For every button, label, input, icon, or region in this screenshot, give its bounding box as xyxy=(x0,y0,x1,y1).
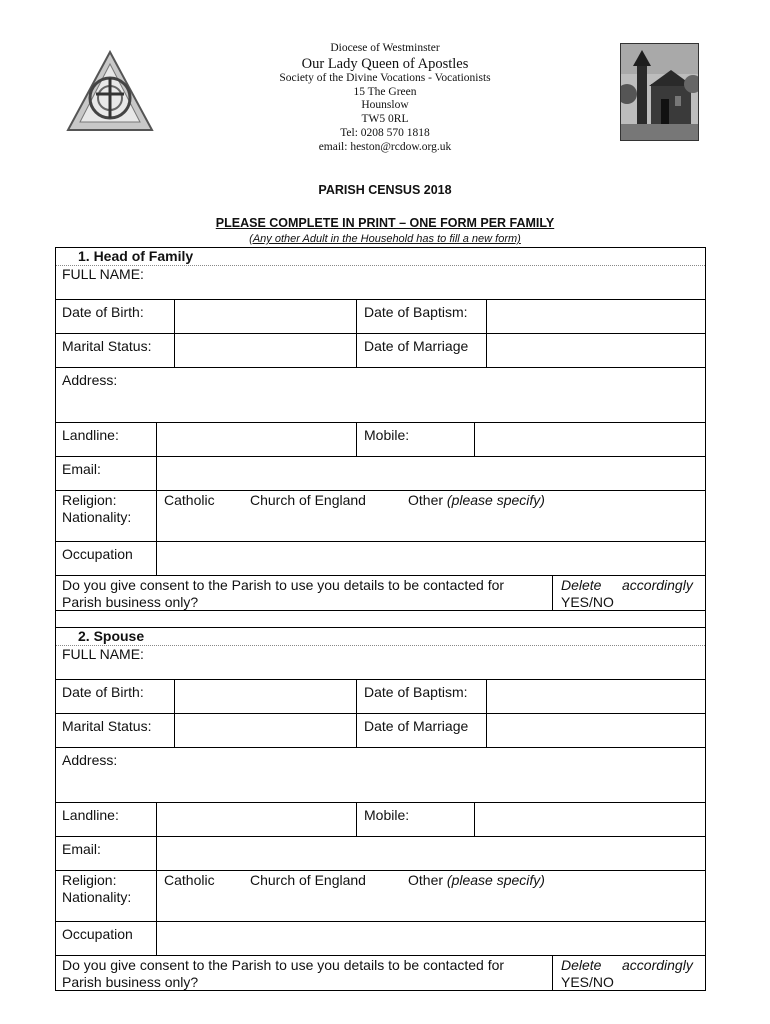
society-name: Society of the Divine Vocations - Vocationists xyxy=(279,71,491,84)
contact-email: email: heston@rcdow.org.uk xyxy=(318,140,452,153)
landline-label: Landline: xyxy=(62,427,119,443)
address-label: Address: xyxy=(62,372,118,388)
religion-label: Religion: xyxy=(62,872,117,888)
phone-row xyxy=(56,422,705,456)
accordingly-label: accordingly xyxy=(622,957,693,973)
marriage-date-field[interactable] xyxy=(487,334,705,367)
nationality-field[interactable] xyxy=(157,889,705,921)
occupation-label: Occupation xyxy=(62,926,133,942)
dob-field[interactable] xyxy=(175,300,356,333)
consent-row xyxy=(56,955,705,991)
consent-question-line2: Parish business only? xyxy=(62,594,199,610)
occupation-field[interactable] xyxy=(157,922,705,955)
landline-field[interactable] xyxy=(157,803,356,836)
address-label: Address: xyxy=(62,752,118,768)
address-postcode: TW5 0RL xyxy=(361,113,409,126)
marriage-date-label: Date of Marriage xyxy=(364,718,469,734)
marital-status-label: Marital Status: xyxy=(62,338,152,354)
accordingly-label: accordingly xyxy=(622,577,693,593)
mobile-label: Mobile: xyxy=(364,807,410,823)
occupation-field[interactable] xyxy=(157,542,705,575)
email-field[interactable] xyxy=(157,457,705,490)
consent-question-line1: Do you give consent to the Parish to use you details to be contacted for xyxy=(62,957,505,973)
phone-row xyxy=(56,802,705,836)
spouse-section xyxy=(55,627,706,991)
baptism-field[interactable] xyxy=(487,680,705,713)
address-town: Hounslow xyxy=(361,99,409,112)
nationality-field[interactable] xyxy=(157,509,705,541)
religion-row xyxy=(56,870,705,921)
nationality-label: Nationality: xyxy=(62,509,132,525)
occupation-row xyxy=(56,921,705,955)
consent-question-line2: Parish business only? xyxy=(62,974,199,990)
landline-field[interactable] xyxy=(157,423,356,456)
occupation-row xyxy=(56,541,705,575)
other-label: Other xyxy=(408,492,444,508)
consent-row xyxy=(56,575,705,611)
marital-status-field[interactable] xyxy=(175,334,356,367)
marriage-date-field[interactable] xyxy=(487,714,705,747)
consent-yes-no[interactable]: YES/NO xyxy=(561,974,614,990)
marital-row xyxy=(56,713,705,747)
dob-field[interactable] xyxy=(175,680,356,713)
diocese-name: Diocese of Westminster xyxy=(330,42,440,54)
marital-row xyxy=(56,333,705,367)
mobile-label: Mobile: xyxy=(364,427,410,443)
mobile-field[interactable] xyxy=(475,423,705,456)
section-heading-row xyxy=(56,628,705,645)
please-specify-label: (please specify) xyxy=(446,872,545,888)
address-field[interactable] xyxy=(136,748,705,802)
please-specify-label: (please specify) xyxy=(446,492,545,508)
full-name-row xyxy=(56,645,705,679)
marital-status-field[interactable] xyxy=(175,714,356,747)
section-heading-row xyxy=(56,248,705,265)
religion-label: Religion: xyxy=(62,492,117,508)
birth-row xyxy=(56,679,705,713)
consent-question-line1: Do you give consent to the Parish to use you details to be contacted for xyxy=(62,577,505,593)
section-heading: 1. Head of Family xyxy=(78,248,194,264)
email-label: Email: xyxy=(62,841,101,857)
full-name-label: FULL NAME: xyxy=(62,266,144,282)
full-name-field[interactable] xyxy=(166,646,705,679)
address-row xyxy=(56,747,705,802)
religion-option-catholic[interactable]: Catholic xyxy=(164,492,215,508)
full-name-label: FULL NAME: xyxy=(62,646,144,662)
delete-label: Delete xyxy=(561,957,602,973)
marital-status-label: Marital Status: xyxy=(62,718,152,734)
email-row xyxy=(56,456,705,490)
section-separator xyxy=(55,611,706,627)
section-heading: 2. Spouse xyxy=(78,628,145,644)
email-label: Email: xyxy=(62,461,101,477)
head-of-family-section xyxy=(55,247,706,611)
religion-option-church-of-england[interactable]: Church of England xyxy=(250,872,366,888)
address-field[interactable] xyxy=(136,368,705,422)
marriage-date-label: Date of Marriage xyxy=(364,338,469,354)
birth-row xyxy=(56,299,705,333)
religion-option-catholic[interactable]: Catholic xyxy=(164,872,215,888)
census-title: PARISH CENSUS 2018 xyxy=(318,183,452,197)
instruction: PLEASE COMPLETE IN PRINT – ONE FORM PER FAMILY xyxy=(215,216,555,230)
full-name-row xyxy=(56,265,705,299)
parish-name: Our Lady Queen of Apostles xyxy=(301,55,469,72)
religion-option-church-of-england[interactable]: Church of England xyxy=(250,492,366,508)
telephone: Tel: 0208 570 1818 xyxy=(340,126,430,139)
dob-label: Date of Birth: xyxy=(62,304,144,320)
letterhead xyxy=(0,42,770,155)
delete-label: Delete xyxy=(561,577,602,593)
email-field[interactable] xyxy=(157,837,705,870)
consent-yes-no[interactable]: YES/NO xyxy=(561,594,614,610)
email-row xyxy=(56,836,705,870)
instruction-note: (Any other Adult in the Household has to fill a new form) xyxy=(249,233,521,245)
baptism-field[interactable] xyxy=(487,300,705,333)
other-label: Other xyxy=(408,872,444,888)
landline-label: Landline: xyxy=(62,807,119,823)
religion-row xyxy=(56,490,705,541)
full-name-field[interactable] xyxy=(166,266,705,299)
nationality-label: Nationality: xyxy=(62,889,132,905)
occupation-label: Occupation xyxy=(62,546,133,562)
baptism-label: Date of Baptism: xyxy=(364,684,468,700)
address-row xyxy=(56,367,705,422)
baptism-label: Date of Baptism: xyxy=(364,304,468,320)
mobile-field[interactable] xyxy=(475,803,705,836)
religion-option-other[interactable] xyxy=(408,492,545,509)
religion-option-other[interactable] xyxy=(408,872,545,889)
address-street: 15 The Green xyxy=(353,85,417,98)
dob-label: Date of Birth: xyxy=(62,684,144,700)
